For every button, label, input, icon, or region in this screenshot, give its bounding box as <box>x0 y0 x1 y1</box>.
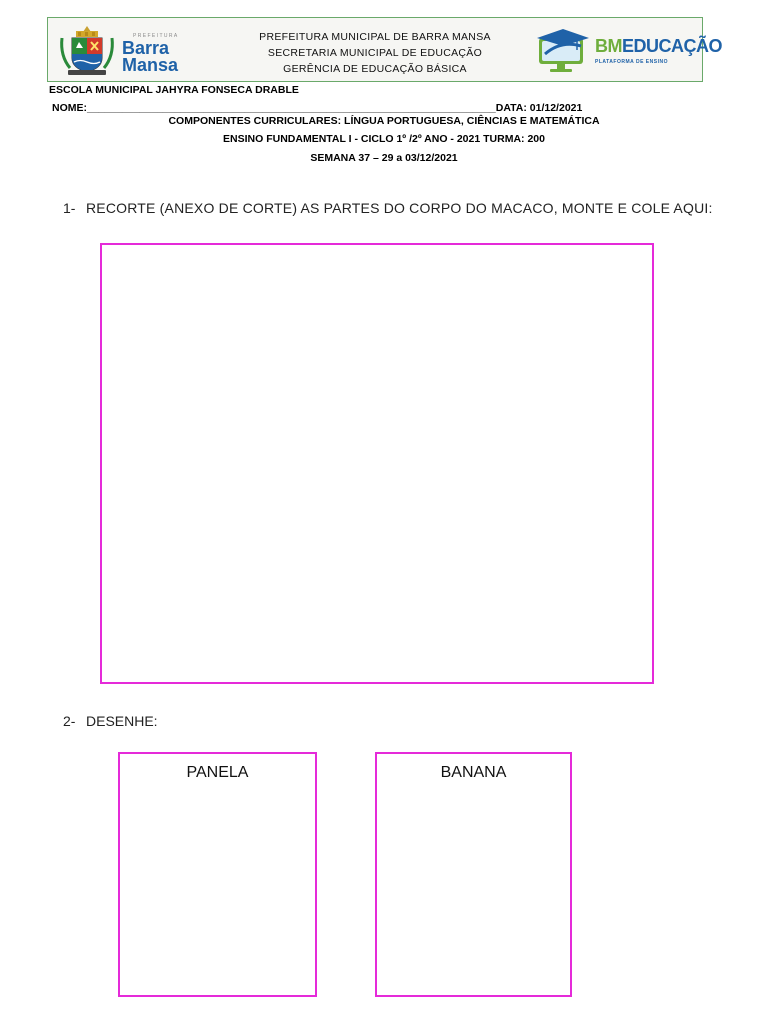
question-1-text: RECORTE (ANEXO DE CORTE) AS PARTES DO CORPO DO MACACO, MONTE E COLE AQUI: <box>86 200 713 216</box>
question-1 <box>63 200 716 217</box>
logo-text-barra: Barra <box>122 38 170 58</box>
week-info: SEMANA 37 – 29 a 03/12/2021 <box>310 152 458 164</box>
question-2-number: 2- <box>63 713 76 729</box>
bm-text: BM <box>595 36 622 56</box>
draw-box-label-banana: BANANA <box>440 764 507 781</box>
curricular-components: COMPONENTES CURRICULARES: LÍNGUA PORTUGUESA, CIÊNCIAS E MATEMÁTICA <box>168 115 600 127</box>
educacao-text: EDUCAÇÃO <box>622 36 723 56</box>
header-banner <box>47 17 723 82</box>
grade-info: ENSINO FUNDAMENTAL I - CICLO 1º /2º ANO - 2021 TURMA: 200 <box>223 133 545 145</box>
header-line-prefeitura: PREFEITURA MUNICIPAL DE BARRA MANSA <box>259 31 491 43</box>
header-line-secretaria: SECRETARIA MUNICIPAL DE EDUCAÇÃO <box>267 47 483 59</box>
paste-area-box[interactable] <box>100 243 654 684</box>
monitor-cap-icon <box>533 26 593 74</box>
barra-mansa-logo <box>58 24 208 76</box>
bm-educacao-logo <box>533 26 723 74</box>
bm-educacao-title <box>595 36 722 57</box>
logo-text-mansa: Mansa <box>122 55 179 75</box>
header-line-gerencia: GERÊNCIA DE EDUCAÇÃO BÁSICA <box>283 63 467 75</box>
name-date-line: NOME:______________________________________________________________________DATA: 01/12/2021 <box>52 102 583 114</box>
question-1-number: 1- <box>63 200 76 216</box>
school-name: ESCOLA MUNICIPAL JAHYRA FONSECA DRABLE <box>49 84 299 96</box>
draw-box-banana[interactable] <box>375 752 572 997</box>
draw-box-panela[interactable] <box>118 752 317 997</box>
question-2 <box>63 713 158 730</box>
logo-prefix: PREFEITURA <box>133 33 179 39</box>
header-institution-lines <box>230 29 520 77</box>
draw-box-label-panela: PANELA <box>186 764 249 781</box>
question-2-text: DESENHE: <box>86 713 158 729</box>
crest-icon <box>58 24 116 76</box>
bm-subtitle: PLATAFORMA DE ENSINO <box>595 59 668 65</box>
